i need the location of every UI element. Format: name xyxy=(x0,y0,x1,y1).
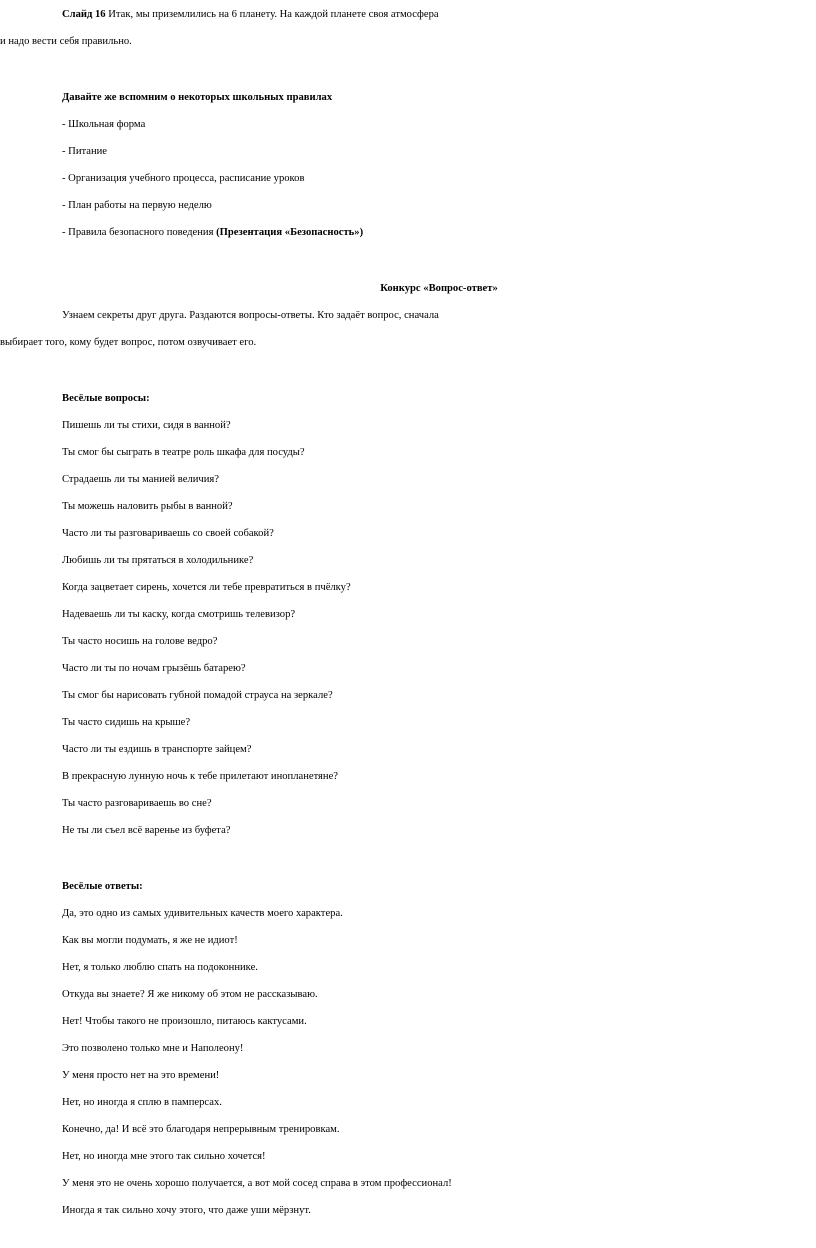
rules-item: - Школьная форма xyxy=(62,119,146,130)
answer-item: Откуда вы знаете? Я же никому об этом не рассказываю. xyxy=(62,989,318,1000)
questions-heading: Весёлые вопросы: xyxy=(62,393,150,404)
answer-item: Нет, я только люблю спать на подоконнике. xyxy=(62,962,258,973)
question-item: Ты можешь наловить рыбы в ванной? xyxy=(62,501,233,512)
contest-title: Конкурс «Вопрос-ответ» xyxy=(380,283,498,294)
answer-item: Нет, но иногда я сплю в памперсах. xyxy=(62,1097,222,1108)
intro-line-2: и надо вести себя правильно. xyxy=(0,36,132,47)
answer-item: Да, это одно из самых удивительных качеств моего характера. xyxy=(62,908,343,919)
question-item: Ты часто сидишь на крыше? xyxy=(62,717,191,728)
contest-para-line-1: Узнаем секреты друг друга. Раздаются вопросы-ответы. Кто задаёт вопрос, сначала xyxy=(62,310,439,321)
rules-item-last xyxy=(62,220,816,247)
contest-para-line-2: выбирает того, кому будет вопрос, потом озвучивает его. xyxy=(0,337,257,348)
question-item: Страдаешь ли ты манией величия? xyxy=(62,474,219,485)
question-item: Не ты ли съел всё варенье из буфета? xyxy=(62,825,231,836)
rules-item: - Правила безопасного поведения xyxy=(62,227,217,238)
question-item: Часто ли ты по ночам грызёшь батарею? xyxy=(62,663,246,674)
answer-item: Как вы могли подумать, я же не идиот! xyxy=(62,935,238,946)
rules-item: - План работы на первую неделю xyxy=(62,200,212,211)
answer-item: Это позволено только мне и Наполеону! xyxy=(62,1043,244,1054)
question-item: Ты часто носишь на голове ведро? xyxy=(62,636,218,647)
answer-item: Иногда я так сильно хочу этого, что даже уши мёрзнут. xyxy=(62,1205,311,1216)
question-item: Ты смог бы сыграть в театре роль шкафа для посуды? xyxy=(62,447,305,458)
intro-text: Итак, мы приземлились на 6 планету. На каждой планете своя атмосфера xyxy=(105,9,439,20)
question-item: Ты часто разговариваешь во сне? xyxy=(62,798,212,809)
intro-line-1 xyxy=(62,2,816,29)
rules-item: - Питание xyxy=(62,146,107,157)
question-item: Ты смог бы нарисовать губной помадой страуса на зеркале? xyxy=(62,690,333,701)
answer-item: Нет! Чтобы такого не произошло, питаюсь кактусами. xyxy=(62,1016,307,1027)
question-item: Любишь ли ты прятаться в холодильнике? xyxy=(62,555,254,566)
rules-item: - Организация учебного процесса, расписание уроков xyxy=(62,173,305,184)
question-item: В прекрасную лунную ночь к тебе прилетают инопланетяне? xyxy=(62,771,339,782)
question-item: Пишешь ли ты стихи, сидя в ванной? xyxy=(62,420,231,431)
answer-item: У меня это не очень хорошо получается, а вот мой сосед справа в этом профессионал! xyxy=(62,1178,452,1189)
question-item: Часто ли ты ездишь в транспорте зайцем? xyxy=(62,744,252,755)
question-item: Когда зацветает сирень, хочется ли тебе превратиться в пчёлку? xyxy=(62,582,351,593)
presentation-note: (Презентация «Безопасность») xyxy=(216,227,364,238)
question-item: Часто ли ты разговариваешь со своей собакой? xyxy=(62,528,274,539)
answers-heading: Весёлые ответы: xyxy=(62,881,143,892)
slide-label: Слайд 16 xyxy=(62,9,106,20)
answer-item: У меня просто нет на это времени! xyxy=(62,1070,220,1081)
question-item: Надеваешь ли ты каску, когда смотришь телевизор? xyxy=(62,609,296,620)
answer-item: Конечно, да! И всё это благодаря непрерывным тренировкам. xyxy=(62,1124,340,1135)
rules-heading: Давайте же вспомним о некоторых школьных правилах xyxy=(62,92,333,103)
answer-item: Нет, но иногда мне этого так сильно хочется! xyxy=(62,1151,266,1162)
